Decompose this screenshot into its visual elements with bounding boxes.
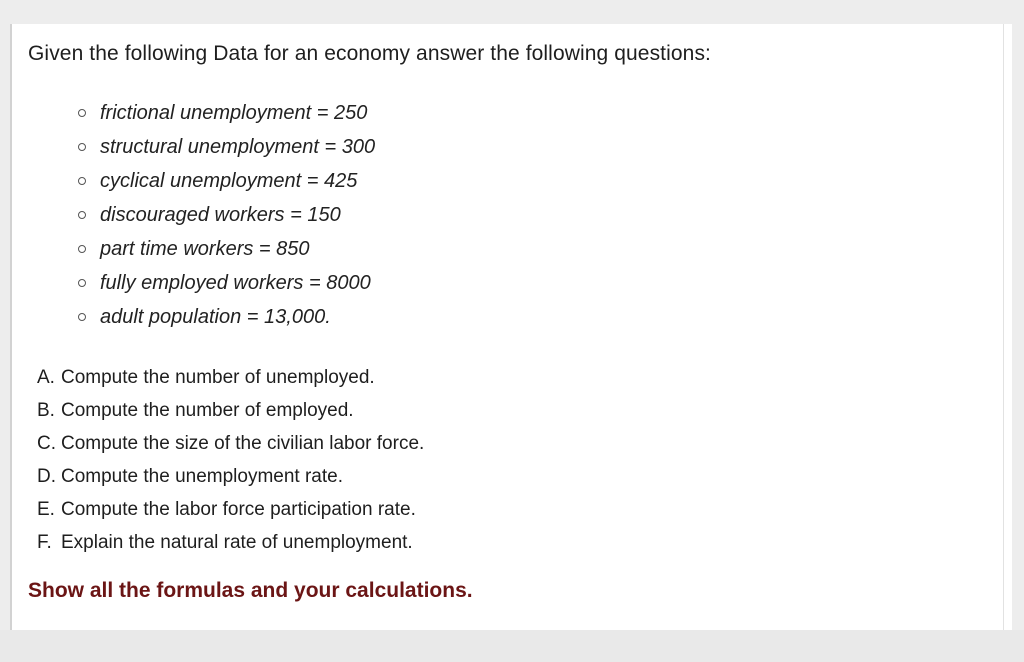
intro-text: Given the following Data for an economy answer the following questions: [28,42,711,65]
circle-bullet-icon [78,211,86,219]
list-item: frictional unemployment = 250 [78,96,375,130]
question-item: E. Compute the labor force participation rate. [37,499,416,520]
list-item: part time workers = 850 [78,232,375,266]
circle-bullet-icon [78,143,86,151]
circle-bullet-icon [78,109,86,117]
question-item: D. Compute the unemployment rate. [37,466,343,487]
list-item: fully employed workers = 8000 [78,266,375,300]
list-item: structural unemployment = 300 [78,130,375,164]
question-item: F. Explain the natural rate of unemployment. [37,532,413,553]
circle-bullet-icon [78,313,86,321]
circle-bullet-icon [78,177,86,185]
background-band [0,630,1024,662]
page-edge-line [1003,24,1004,630]
question-list [37,364,424,562]
question-item: C. Compute the size of the civilian labor force. [37,433,425,454]
list-item: cyclical unemployment = 425 [78,164,375,198]
instruction-text: Show all the formulas and your calculations. [28,579,473,602]
question-item: B. Compute the number of employed. [37,400,354,421]
data-list [78,96,375,334]
question-item: A. Compute the number of unemployed. [37,367,375,388]
circle-bullet-icon [78,279,86,287]
list-item: discouraged workers = 150 [78,198,375,232]
list-item: adult population = 13,000. [78,300,375,334]
circle-bullet-icon [78,245,86,253]
